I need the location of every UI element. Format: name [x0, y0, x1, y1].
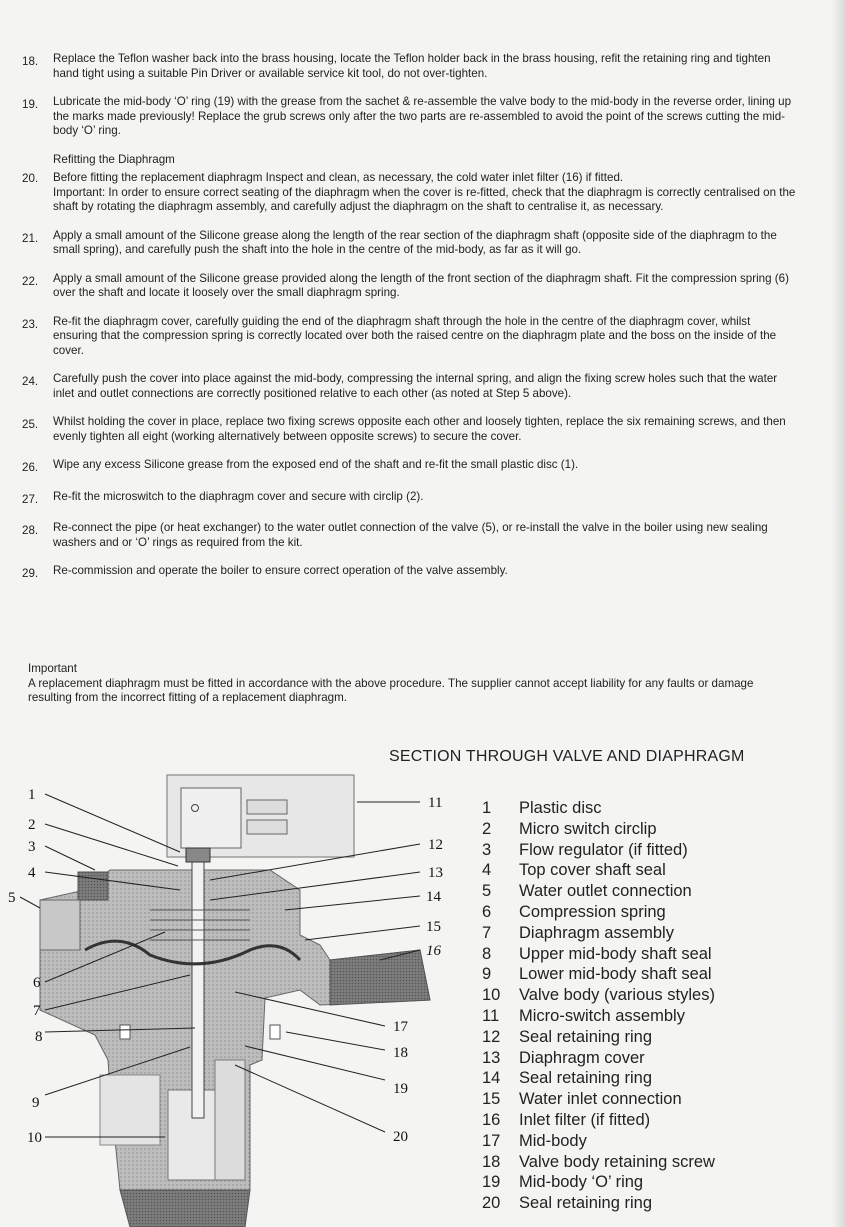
step-number: 29.	[22, 567, 39, 580]
legend-label: Upper mid-body shaft seal	[519, 944, 712, 963]
legend-row	[482, 1131, 782, 1152]
step-21	[22, 229, 797, 258]
legend-label: Diaphragm assembly	[519, 923, 674, 942]
legend-row	[482, 1048, 782, 1069]
legend-row	[482, 1110, 782, 1131]
step-24	[22, 372, 797, 401]
step-26	[22, 458, 797, 476]
callout-12: 12	[428, 837, 443, 853]
legend-label: Lower mid-body shaft seal	[519, 965, 712, 984]
legend-row	[482, 1152, 782, 1173]
legend-number: 9	[482, 965, 492, 984]
steps-list	[22, 52, 797, 596]
step-number: 28.	[22, 524, 39, 537]
important-text: A replacement diaphragm must be fitted in accordance with the above procedure. The supplier cannot accept liability for any faults or damage resulting from the incorrect fitting of a replacement diaphragm.	[28, 676, 754, 704]
legend-label: Seal retaining ring	[519, 1069, 652, 1088]
step-number: 21.	[22, 231, 39, 245]
legend-number: 6	[482, 902, 492, 921]
step-number: 24.	[22, 375, 39, 388]
important-note	[28, 662, 798, 706]
callout-8: 8	[35, 1029, 43, 1045]
step-text: Apply a small amount of the Silicone grease along the length of the rear section of the diaphragm shaft (opposite side of the diaphragm to the small spring), and carefully push the shaft into the hole in the centre of the mid-body, as far as it will go.	[53, 228, 777, 256]
legend-number: 17	[482, 1131, 501, 1150]
page-edge-shadow	[832, 0, 846, 1227]
callout-20: 20	[393, 1129, 408, 1145]
legend-number: 2	[482, 819, 492, 838]
step-19	[22, 95, 797, 139]
legend-row	[482, 860, 782, 881]
step-27	[22, 490, 797, 508]
legend-row	[482, 923, 782, 944]
legend-number: 20	[482, 1194, 501, 1213]
step-text: Wipe any excess Silicone grease from the exposed end of the shaft and re-fit the small plastic disc (1).	[53, 458, 579, 471]
legend-row	[482, 1068, 782, 1089]
legend-row	[482, 819, 782, 840]
legend-number: 15	[482, 1090, 501, 1109]
legend-number: 19	[482, 1173, 501, 1192]
legend-row	[482, 1193, 782, 1214]
legend-row	[482, 1027, 782, 1048]
legend-label: Plastic disc	[519, 799, 602, 817]
legend-number: 4	[482, 861, 492, 880]
step-number: 25.	[22, 418, 39, 431]
callout-19: 19	[393, 1081, 408, 1097]
legend-label: Valve body (various styles)	[519, 986, 715, 1005]
legend-number: 8	[482, 944, 492, 963]
callout-1: 1	[28, 787, 36, 803]
callout-17: 17	[393, 1019, 408, 1035]
step-number: 23.	[22, 317, 39, 331]
step-number: 26.	[22, 461, 39, 474]
legend-row	[482, 881, 782, 902]
legend-label: Top cover shaft seal	[519, 861, 666, 880]
callout-5: 5	[8, 890, 16, 906]
important-heading: Important	[28, 662, 77, 675]
legend-number: 18	[482, 1152, 501, 1171]
section-heading: Refitting the Diaphragm	[53, 152, 175, 166]
callout-7: 7	[33, 1003, 41, 1019]
legend-row	[482, 840, 782, 861]
step-text: Lubricate the mid-body ‘O’ ring (19) with the grease from the sachet & re-assemble the valve body to the mid-body in the reverse order, lining up the marks made previously! Replace the grub screws only after the two parts are re-assembled to avoid the point of the screws cutting the mid-body ‘O’ ring.	[53, 95, 792, 137]
legend-row	[482, 944, 782, 965]
legend-row	[482, 902, 782, 923]
valve-body	[40, 848, 430, 1227]
legend-label: Micro switch circlip	[519, 819, 657, 838]
step-number: 18.	[22, 55, 39, 68]
step-text: Whilst holding the cover in place, replace two fixing screws opposite each other and loosely tighten, replace the six remaining screws, and then evenly tighten all eight (working alternatively between opposite screws) to secure the cover.	[53, 415, 786, 443]
callout-13: 13	[428, 865, 443, 881]
legend-row	[482, 985, 782, 1006]
callout-16: 16	[426, 943, 441, 959]
step-text: Re-fit the diaphragm cover, carefully guiding the end of the diaphragm shaft through the hole in the centre of the diaphragm cover, whilst ensuring that the compression spring is correctly located over both the raised centre on the diaphragm plate and the boss on the inside of the cover.	[53, 314, 777, 357]
legend-label: Micro-switch assembly	[519, 1006, 685, 1025]
legend-label: Seal retaining ring	[519, 1194, 652, 1213]
microswitch-housing	[167, 775, 354, 857]
legend-label: Mid-body ‘O’ ring	[519, 1173, 644, 1192]
step-text: Re-connect the pipe (or heat exchanger) to the water outlet connection of the valve (5), or re-install the valve in the boiler using new sealing washers and or ‘O’ rings as required from the kit.	[53, 521, 768, 549]
legend-row	[482, 1089, 782, 1110]
callout-15: 15	[426, 919, 441, 935]
step-text: Apply a small amount of the Silicone grease provided along the length of the front section of the diaphragm shaft. Fit the compression spring (6) over the shaft and locate it loosely over the small diaphragm spring.	[53, 271, 789, 299]
step-text: Re-fit the microswitch to the diaphragm cover and secure with circlip (2).	[53, 489, 424, 503]
legend-number: 13	[482, 1048, 501, 1067]
legend-row	[482, 798, 782, 819]
step-23	[22, 315, 797, 359]
legend-label: Inlet filter (if fitted)	[519, 1110, 651, 1129]
legend-row	[482, 1006, 782, 1027]
valve-section-diagram	[0, 760, 470, 1227]
legend-label: Water inlet connection	[519, 1090, 682, 1109]
step-note: Important: In order to ensure correct seating of the diaphragm when the cover is re-fitted, check that the diaphragm is correctly centralised on the shaft by rotating the diaphragm assembly, and carefully adjust the diaphragm on the shaft to centralise it, as necessary.	[53, 185, 796, 213]
legend-number: 11	[482, 1006, 500, 1025]
callout-6: 6	[33, 975, 41, 991]
callout-3: 3	[28, 839, 36, 855]
parts-legend	[482, 798, 782, 1214]
callout-9: 9	[32, 1095, 40, 1111]
legend-label: Flow regulator (if fitted)	[519, 840, 688, 859]
callout-18: 18	[393, 1045, 408, 1061]
callout-10: 10	[27, 1130, 42, 1146]
legend-number: 7	[482, 923, 492, 942]
legend-number: 3	[482, 840, 492, 859]
step-text: Carefully push the cover into place against the mid-body, compressing the internal spring, and align the fixing screw holes such that the water inlet and outlet connections are correctly positioned relative to each other (as noted at Step 5 above).	[53, 372, 778, 400]
legend-number: 16	[482, 1110, 501, 1129]
step-25	[22, 415, 797, 444]
callout-2: 2	[28, 817, 36, 833]
legend-label: Mid-body	[519, 1131, 587, 1150]
step-18	[22, 52, 797, 81]
legend-row	[482, 1172, 782, 1193]
step-number: 27.	[22, 492, 39, 506]
step-number: 20.	[22, 171, 39, 185]
legend-label: Valve body retaining screw	[519, 1152, 715, 1171]
step-text: Re-commission and operate the boiler to ensure correct operation of the valve assembly.	[53, 564, 508, 577]
legend-number: 12	[482, 1027, 501, 1046]
step-number: 19.	[22, 98, 39, 111]
legend-number: 10	[482, 986, 501, 1005]
legend-label: Water outlet connection	[519, 882, 692, 901]
legend-number: 14	[482, 1069, 501, 1088]
step-text: Before fitting the replacement diaphragm Inspect and clean, as necessary, the cold water inlet filter (16) if fitted.	[53, 171, 624, 184]
step-22	[22, 272, 797, 301]
step-number: 22.	[22, 274, 39, 288]
legend-label: Diaphragm cover	[519, 1048, 645, 1067]
legend-label: Seal retaining ring	[519, 1027, 652, 1046]
step-20	[22, 153, 797, 215]
legend-number: 5	[482, 882, 492, 901]
callout-11: 11	[428, 795, 443, 811]
diagram-title: SECTION THROUGH VALVE AND DIAPHRAGM	[389, 748, 745, 765]
step-text: Replace the Teflon washer back into the brass housing, locate the Teflon holder back in the brass housing, refit the retaining ring and tighten hand tight using a suitable Pin Driver or available service kit tool, do not over-tighten.	[53, 52, 771, 80]
callout-14: 14	[426, 889, 441, 905]
callout-4: 4	[28, 865, 36, 881]
step-28	[22, 521, 797, 550]
legend-number: 1	[482, 799, 492, 817]
legend-row	[482, 964, 782, 985]
legend-label: Compression spring	[519, 902, 666, 921]
step-29	[22, 564, 797, 582]
